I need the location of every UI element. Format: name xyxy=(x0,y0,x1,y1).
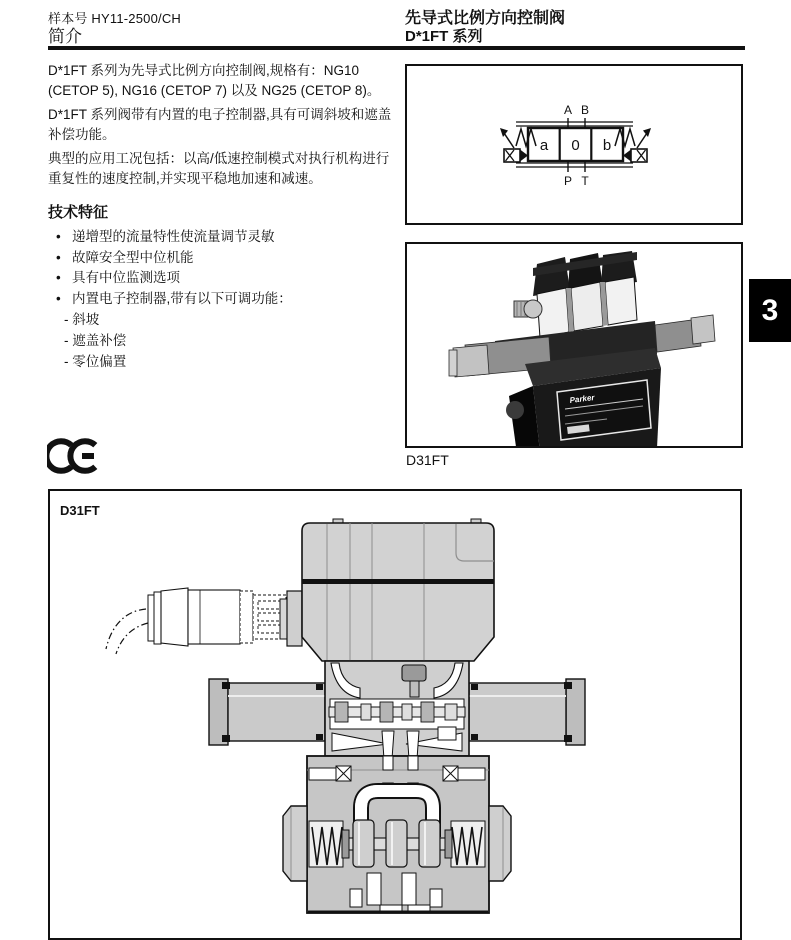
section-tab: 3 xyxy=(749,279,791,342)
feature-text: 内置电子控制器,带有以下可调功能： xyxy=(72,290,292,306)
feature-sub-item: - 遮盖补偿 xyxy=(64,333,127,348)
feature-sub-item: - 斜坡 xyxy=(64,312,100,327)
main-stage-body xyxy=(307,756,489,913)
seal-cross-right xyxy=(443,766,458,781)
cell-b-label: b xyxy=(602,137,612,154)
drawing-label: D31FT xyxy=(60,503,100,518)
ce-mark-logo xyxy=(47,436,101,476)
feature-item xyxy=(48,227,400,248)
features-heading: 技术特征 xyxy=(48,204,109,221)
feature-text: 故障安全型中位机能 xyxy=(72,249,194,265)
product-series: D*1FT 系列 xyxy=(405,28,483,45)
valve-symbol-panel xyxy=(405,64,743,225)
features-list xyxy=(48,227,400,372)
feature-item xyxy=(48,289,400,310)
proportional-solenoid-icon xyxy=(623,149,647,162)
bullet-icon: • xyxy=(56,290,61,306)
product-photo xyxy=(407,244,741,446)
bullet-icon: • xyxy=(56,229,61,244)
port-a-label: A xyxy=(563,103,573,117)
adjust-arrow-icon xyxy=(637,128,651,148)
intro-paragraph: D*1FT 系列为先导式比例方向控制阀,规格有：NG10 (CETOP 5), NG16 (CETOP 7) 以及 NG25 (CETOP 8)。 xyxy=(48,63,381,98)
feature-item xyxy=(48,248,400,269)
left-cylinder xyxy=(209,679,325,745)
valve-symbol-diagram xyxy=(407,66,741,223)
port-p-label: P xyxy=(563,174,573,188)
catalog-number: 样本号 HY11-2500/CH xyxy=(48,11,182,26)
intro-paragraph: D*1FT 系列阀带有内置的电子控制器,具有可调斜坡和遮盖补偿功能。 xyxy=(48,107,392,142)
cross-section-panel xyxy=(48,489,742,940)
bullet-icon: • xyxy=(56,270,61,285)
product-photo-panel xyxy=(405,242,743,448)
photo-caption: D31FT xyxy=(406,452,449,468)
hex-nut-left xyxy=(283,806,307,881)
product-title: 先导式比例方向控制阀 xyxy=(405,10,566,27)
feature-text: 具有中位监测选项 xyxy=(72,270,180,285)
cell-a-label: a xyxy=(539,137,549,154)
proportional-solenoid-icon xyxy=(504,149,528,162)
hex-nut-right xyxy=(489,806,511,881)
port-b-label: B xyxy=(580,103,590,117)
right-cylinder xyxy=(469,679,585,745)
intro-section xyxy=(48,61,400,193)
feature-sub-item: - 零位偏置 xyxy=(64,354,127,369)
page-title: 简介 xyxy=(48,27,82,46)
cross-section-drawing xyxy=(50,491,740,938)
connector-plug xyxy=(148,588,302,646)
photo-connector xyxy=(514,300,542,318)
adjust-arrow-icon xyxy=(500,128,514,148)
feature-item xyxy=(48,268,400,289)
seal-cross-left xyxy=(336,766,351,781)
bullet-icon: • xyxy=(56,249,61,265)
electronics-housing xyxy=(302,519,494,661)
header-rule xyxy=(48,46,745,50)
plate-brand-text: Parker xyxy=(569,393,595,405)
port-t-label: T xyxy=(581,174,589,188)
feature-text: 递增型的流量特性使流量调节灵敏 xyxy=(72,229,275,244)
cell-0-label: 0 xyxy=(571,137,580,154)
intro-paragraph: 典型的应用工况包括：以高/低速控制模式对执行机构进行重复性的速度控制,并实现平稳地加速和减速。 xyxy=(48,151,390,186)
